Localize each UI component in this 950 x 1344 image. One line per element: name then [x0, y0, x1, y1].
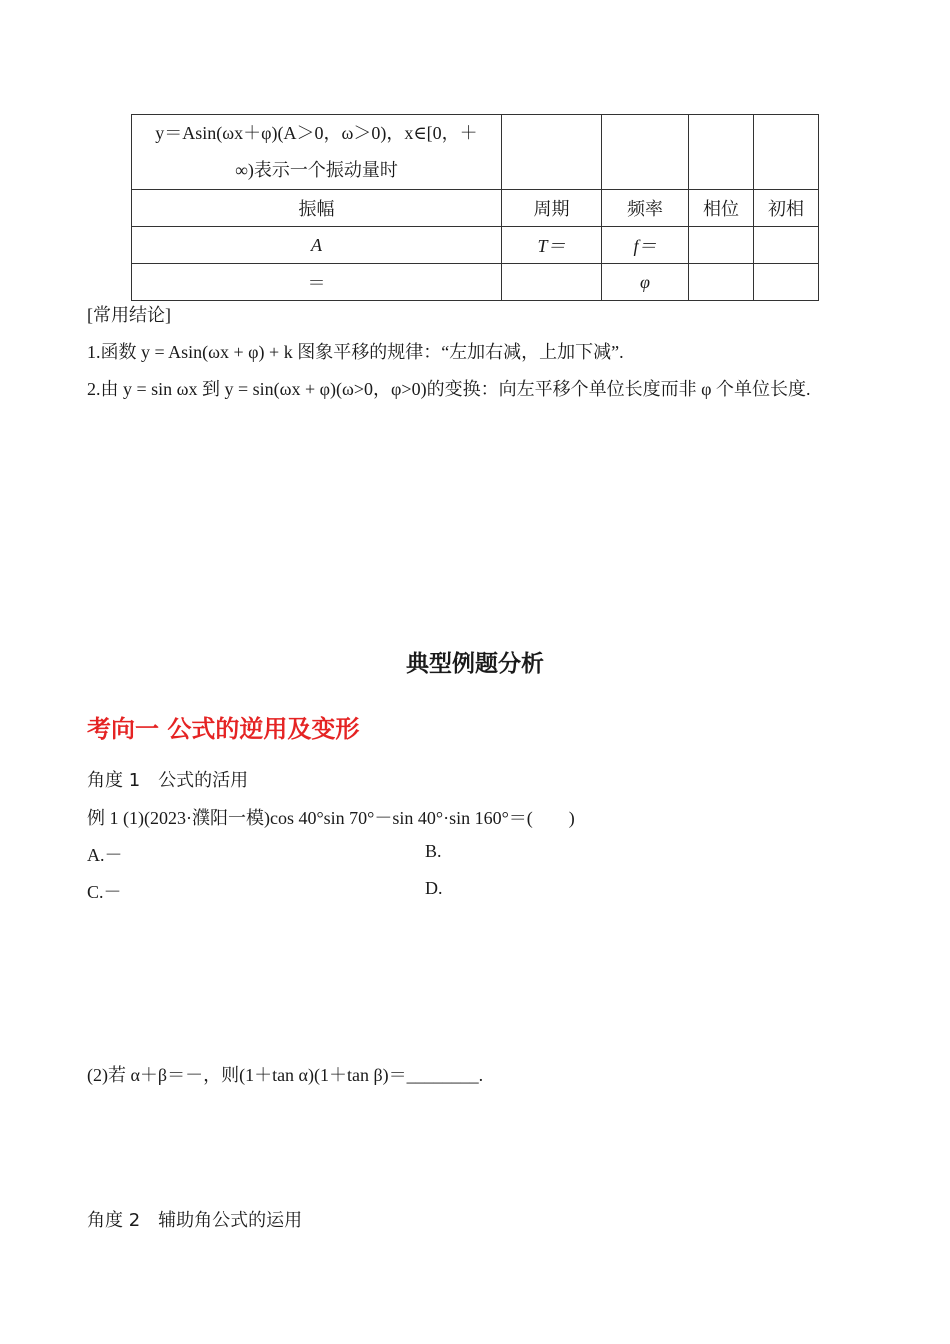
- label-amplitude: 振幅: [132, 190, 502, 227]
- table-header-line1: y＝Asin(ωx＋φ)(A＞0，ω＞0)，x∈[0，＋: [155, 123, 478, 143]
- label-frequency: 频率: [602, 190, 689, 227]
- cell-phase-value: [689, 227, 754, 264]
- formula-table: [131, 114, 819, 301]
- cell-row4-col1: ＝: [132, 264, 502, 301]
- cell-initial-phase-value: [754, 227, 819, 264]
- table-header-cell: [132, 115, 502, 190]
- label-phase: 相位: [689, 190, 754, 227]
- direction-title: 考向一 公式的逆用及变形: [87, 715, 360, 743]
- cell-row4-col3: φ: [602, 264, 689, 301]
- label-period: 周期: [502, 190, 602, 227]
- example-1-part-2: (2)若 α＋β＝－，则(1＋tan α)(1＋tan β)＝________.: [87, 1065, 484, 1085]
- angle-2-heading: 角度 2 辅助角公式的运用: [87, 1210, 303, 1231]
- cell-row4-col5: [754, 264, 819, 301]
- option-b: B.: [425, 841, 442, 861]
- cell-row4-col2: [502, 264, 602, 301]
- cell-row4-col4: [689, 264, 754, 301]
- cell-period-value: T＝: [502, 227, 602, 264]
- conclusions-title: [常用结论]: [87, 305, 171, 325]
- angle-1-heading: 角度 1 公式的活用: [87, 770, 249, 791]
- cell-amplitude-value: A: [132, 227, 502, 264]
- section-title: 典型例题分析: [406, 651, 544, 677]
- table-header-line2: ∞)表示一个振动量时: [235, 160, 398, 180]
- option-d: D.: [425, 878, 443, 898]
- cell-frequency-value: f＝: [602, 227, 689, 264]
- example-1-stem: 例 1 (1)(2023·濮阳一模)cos 40°sin 70°－sin 40°·sin 160°＝( ): [87, 808, 575, 828]
- option-c: C.－: [87, 882, 122, 902]
- conclusion-item-1: 1.函数 y = Asin(ωx + φ) + k 图象平移的规律：“左加右减，上加下减”.: [87, 342, 624, 362]
- table-cell: [754, 115, 819, 190]
- table-cell: [689, 115, 754, 190]
- table-cell: [602, 115, 689, 190]
- label-initial-phase: 初相: [754, 190, 819, 227]
- conclusion-item-2: 2.由 y = sin ωx 到 y = sin(ωx + φ)(ω>0，φ>0)的变换：向左平移个单位长度而非 φ 个单位长度.: [87, 379, 811, 399]
- option-a: A.－: [87, 845, 123, 865]
- table-cell: [502, 115, 602, 190]
